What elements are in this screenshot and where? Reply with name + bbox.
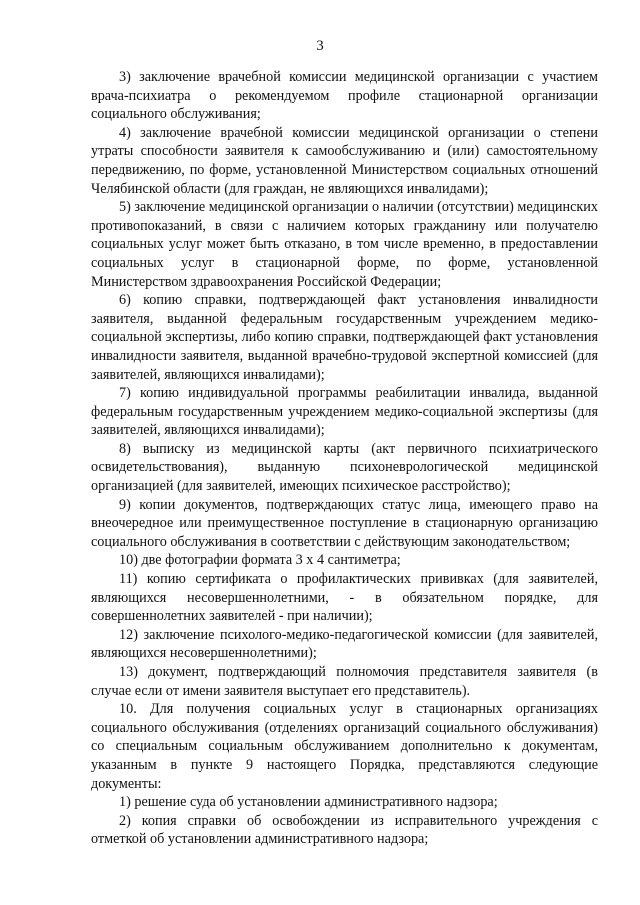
paragraph-item-9: 9) копии документов, подтверждающих статус лица, имеющего право на внеочередное или преимущественное поступление в стационарную организацию социального обслуживания в соответствии с действующим законодательством; <box>91 496 598 550</box>
paragraph-item-8: 8) выписку из медицинской карты (акт первичного психиатрического освидетельствования), выданную психоневрологической медицинской организацией (для заявителей, имеющих психическое расстройство); <box>91 440 598 495</box>
paragraph-item-11: 11) копию сертификата о профилактических прививках (для заявителей, являющихся несовершеннолетними, - в обязательном порядке, для совершеннолетних заявителей - при наличии); <box>91 571 598 625</box>
paragraph-item-6: 6) копию справки, подтверждающей факт установления инвалидности заявителя, выданной федеральным государственным учреждением медико-социальной экспертизы, либо копию справки, подтверждающей факт установления инвалидности заявителя, выданной врачебно-трудовой экспертной комиссией (для заявителей, являющихся инвалидами); <box>91 292 598 383</box>
document-body <box>91 68 598 849</box>
paragraph-item-4: 4) заключение врачебной комиссии медицинской организации о степени утраты способности заявителя к самообслуживанию и (или) самостоятельному передвижению, по форме, установленной Министерством социальных отношений Челябинской области (для граждан, не являющихся инвалидами); <box>91 124 598 197</box>
section-10-paragraph: 10. Для получения социальных услуг в стационарных организациях социального обслуживания (отделениях организаций социального обслуживания) со специальным социальным обслуживанием дополнительно к документам, указанным в пункте 9 настоящего Порядка, представляются следующие документы: <box>91 701 598 792</box>
section-10-item-2: 2) копия справки об освобождении из исправительного учреждения с отметкой об установлении административного надзора; <box>91 812 598 848</box>
paragraph-item-12: 12) заключение психолого-медико-педагогической комиссии (для заявителей, являющихся несовершеннолетними); <box>91 626 598 662</box>
paragraph-item-5: 5) заключение медицинской организации о наличии (отсутствии) медицинских противопоказаний, в связи с наличием которых гражданину или получателю социальных услуг может быть отказано, в том числе временно, в предоставлении социальных услуг в стационарной форме, по форме, установленной Министерством здравоохранения Российской Федерации; <box>91 199 598 290</box>
section-10-item-1: 1) решение суда об установлении административного надзора; <box>119 794 498 811</box>
paragraph-item-13: 13) документ, подтверждающий полномочия представителя заявителя (в случае если от имени заявителя выступает его представитель). <box>91 664 598 699</box>
page-number: 3 <box>316 38 324 54</box>
paragraph-item-7: 7) копию индивидуальной программы реабилитации инвалида, выданной федеральным государственным учреждением медико-социальной экспертизы (для заявителей, являющихся инвалидами); <box>91 385 598 439</box>
paragraph-item-10: 10) две фотографии формата 3 х 4 сантиметра; <box>119 552 401 569</box>
paragraph-item-3: 3) заключение врачебной комиссии медицинской организации с участием врача-психиатра о рекомендуемом профиле стационарной организации социального обслуживания; <box>91 69 598 123</box>
